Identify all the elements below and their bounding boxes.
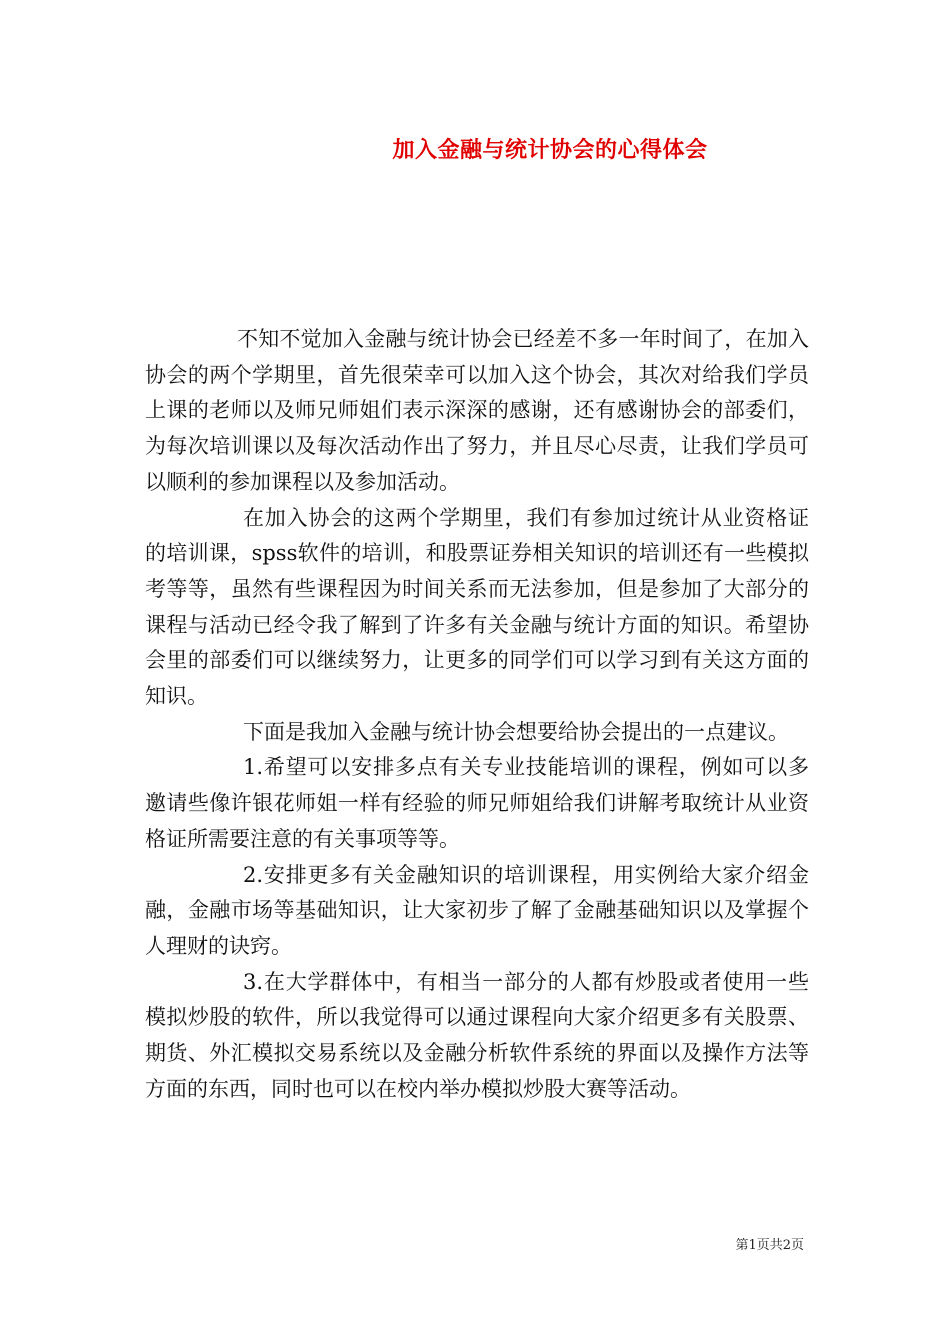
- page-number-footer: 第1页共2页: [735, 1238, 804, 1253]
- paragraph-suggestion-1: 1.希望可以安排多点有关专业技能培训的课程，例如可以多邀请些像许银花师姐一样有经验的师兄师姐给我们讲解考取统计从业资格证所需要注意的有关事项等等。: [145, 755, 809, 851]
- paragraph-intro: 不知不觉加入金融与统计协会已经差不多一年时间了，在加入协会的两个学期里，首先很荣幸可以加入这个协会，其次对给我们学员上课的老师以及师兄师姐们表示深深的感谢，还有感谢协会的部委们，为每次培训课以及每次活动作出了努力，并且尽心尽责，让我们学员可以顺利的参加课程以及参加活动。: [145, 327, 809, 494]
- document-title: 加入金融与统计协会的心得体会: [392, 137, 708, 163]
- document-body: [145, 322, 809, 1107]
- paragraph-suggestion-3: 3.在大学群体中，有相当一部分的人都有炒股或者使用一些模拟炒股的软件，所以我觉得可以通过课程向大家介绍更多有关股票、期货、外汇模拟交易系统以及金融分析软件系统的界面以及操作方法等方面的东西，同时也可以在校内举办模拟炒股大赛等活动。: [145, 969, 809, 1101]
- paragraph-suggestion-lead: 下面是我加入金融与统计协会想要给协会提出的一点建议。: [243, 719, 789, 744]
- paragraph-suggestion-2: 2.安排更多有关金融知识的培训课程，用实例给大家介绍金融，金融市场等基础知识，让大家初步了解了金融基础知识以及掌握个人理财的诀窍。: [145, 862, 809, 958]
- paragraph-training: 在加入协会的这两个学期里，我们有参加过统计从业资格证的培训课，spss软件的培训，和股票证券相关知识的培训还有一些模拟考等等，虽然有些课程因为时间关系而无法参加，但是参加了大部分的课程与活动已经令我了解到了许多有关金融与统计方面的知识。希望协会里的部委们可以继续努力，让更多的同学们可以学习到有关这方面的知识。: [145, 505, 809, 709]
